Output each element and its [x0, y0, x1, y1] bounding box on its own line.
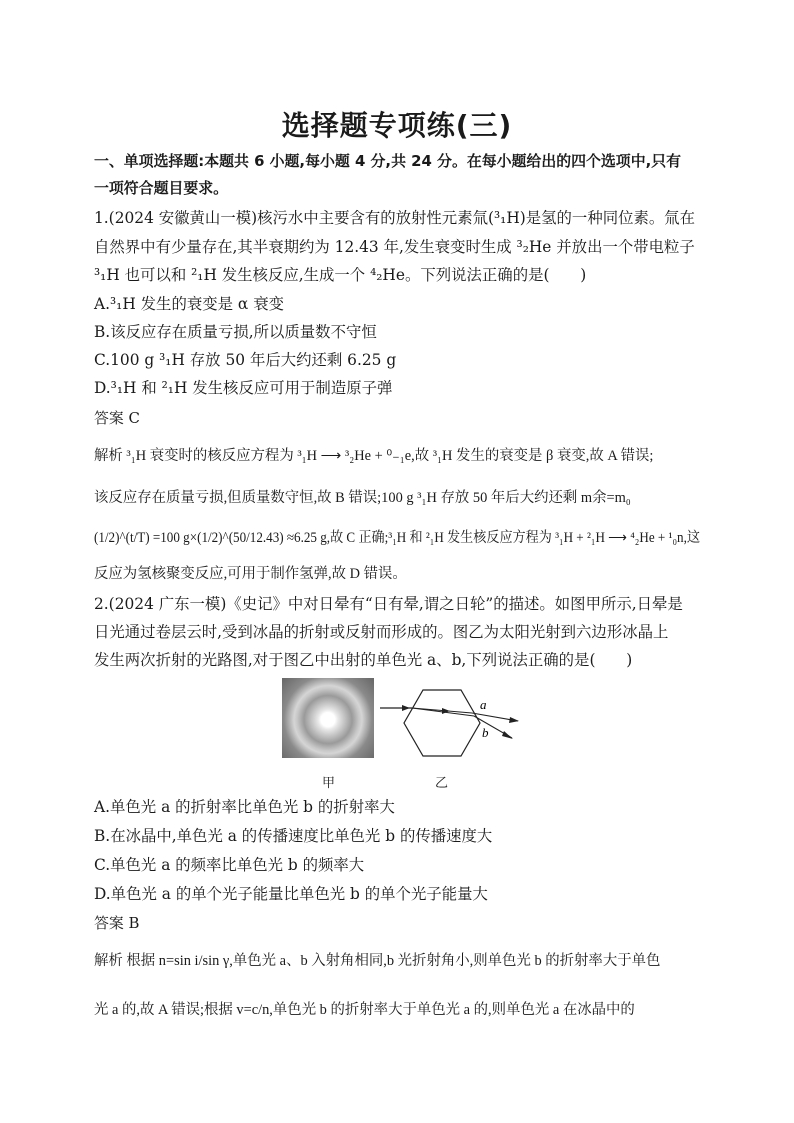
q1-explanation-line-3: (1/2)^(t/T) =100 g×(1/2)^(50/12.43) ≈6.25 g,故 C 正确;³₁H 和 ²₁H 发生核反应方程为 ³₁H + ²₁H ⟶ ⁴₂He + ¹₀n,这	[94, 530, 700, 546]
figure-caption-jia: 甲	[322, 776, 336, 791]
ray-label-a: a	[480, 697, 487, 712]
sun-halo-photo	[282, 678, 374, 758]
page-title: 选择题专项练(三)	[281, 109, 513, 142]
q2-stem-line-2: 日光通过卷层云时,受到冰晶的折射或反射而形成的。图乙为太阳光射到六边形冰晶上	[94, 623, 669, 641]
q1-stem-line-1: 1.(2024 安徽黄山一模)核污水中主要含有的放射性元素氚(³₁H)是氢的一种同位素。氚在	[94, 209, 696, 227]
q2-answer: 答案 B	[94, 914, 140, 932]
section-instruction-line-2: 一项符合题目要求。	[94, 179, 229, 197]
q2-explanation-line-1: 解析 根据 n=sin i/sin γ,单色光 a、b 入射角相同,b 光折射角小,则单色光 b 的折射率大于单色	[94, 953, 661, 969]
q2-option-d: D.单色光 a 的单个光子能量比单色光 b 的单个光子能量大	[94, 885, 488, 903]
ray-label-b: b	[482, 725, 489, 740]
q1-option-c: C.100 g ³₁H 存放 50 年后大约还剩 6.25 g	[94, 351, 397, 369]
ice-crystal-ray-diagram	[380, 678, 530, 768]
q1-explanation-line-2: 该反应存在质量亏损,但质量数守恒,故 B 错误;100 g ³₁H 存放 50 年后大约还剩 m余=m₀	[94, 490, 631, 506]
q1-option-a: A.³₁H 发生的衰变是 α 衰变	[94, 295, 284, 313]
exit-ray-a-arrow	[509, 717, 519, 723]
q2-stem-line-3: 发生两次折射的光路图,对于图乙中出射的单色光 a、b,下列说法正确的是( )	[94, 651, 633, 669]
figure-caption-yi: 乙	[435, 776, 449, 791]
q1-option-d: D.³₁H 和 ²₁H 发生核反应可用于制造原子弹	[94, 379, 393, 397]
q2-explanation-line-2: 光 a 的,故 A 错误;根据 v=c/n,单色光 b 的折射率大于单色光 a 的,则单色光 a 在冰晶中的	[94, 1002, 635, 1018]
q1-explanation-line-4: 反应为氢核聚变反应,可用于制作氢弹,故 D 错误。	[94, 566, 407, 582]
q1-stem-line-3: ³₁H 也可以和 ²₁H 发生核反应,生成一个 ⁴₂He。下列说法正确的是( )	[94, 266, 587, 284]
q1-stem-line-2: 自然界中有少量存在,其半衰期约为 12.43 年,发生衰变时生成 ³₂He 并放出一个带电粒子	[94, 238, 695, 256]
q1-explanation-line-1: 解析 ³₁H 衰变时的核反应方程为 ³₁H ⟶ ³₂He + ⁰₋₁e,故 ³₁H 发生的衰变是 β 衰变,故 A 错误;	[94, 448, 654, 464]
q2-figure	[0, 678, 794, 791]
incident-ray-arrow	[402, 705, 410, 711]
q2-option-a: A.单色光 a 的折射率比单色光 b 的折射率大	[94, 798, 395, 816]
q2-option-b: B.在冰晶中,单色光 a 的传播速度比单色光 b 的传播速度大	[94, 827, 493, 845]
hexagon-crystal	[404, 690, 480, 756]
q2-stem-line-1: 2.(2024 广东一模)《史记》中对日晕有“日有晕,谓之日轮”的描述。如图甲所示,日晕是	[94, 595, 683, 613]
section-instruction-line-1: 一、单项选择题:本题共 6 小题,每小题 4 分,共 24 分。在每小题给出的四个选项中,只有	[94, 152, 682, 170]
q1-option-b: B.该反应存在质量亏损,所以质量数不守恒	[94, 323, 377, 341]
q2-option-c: C.单色光 a 的频率比单色光 b 的频率大	[94, 856, 365, 874]
exit-ray-b-arrow	[502, 731, 513, 739]
q1-answer: 答案 C	[94, 409, 140, 427]
